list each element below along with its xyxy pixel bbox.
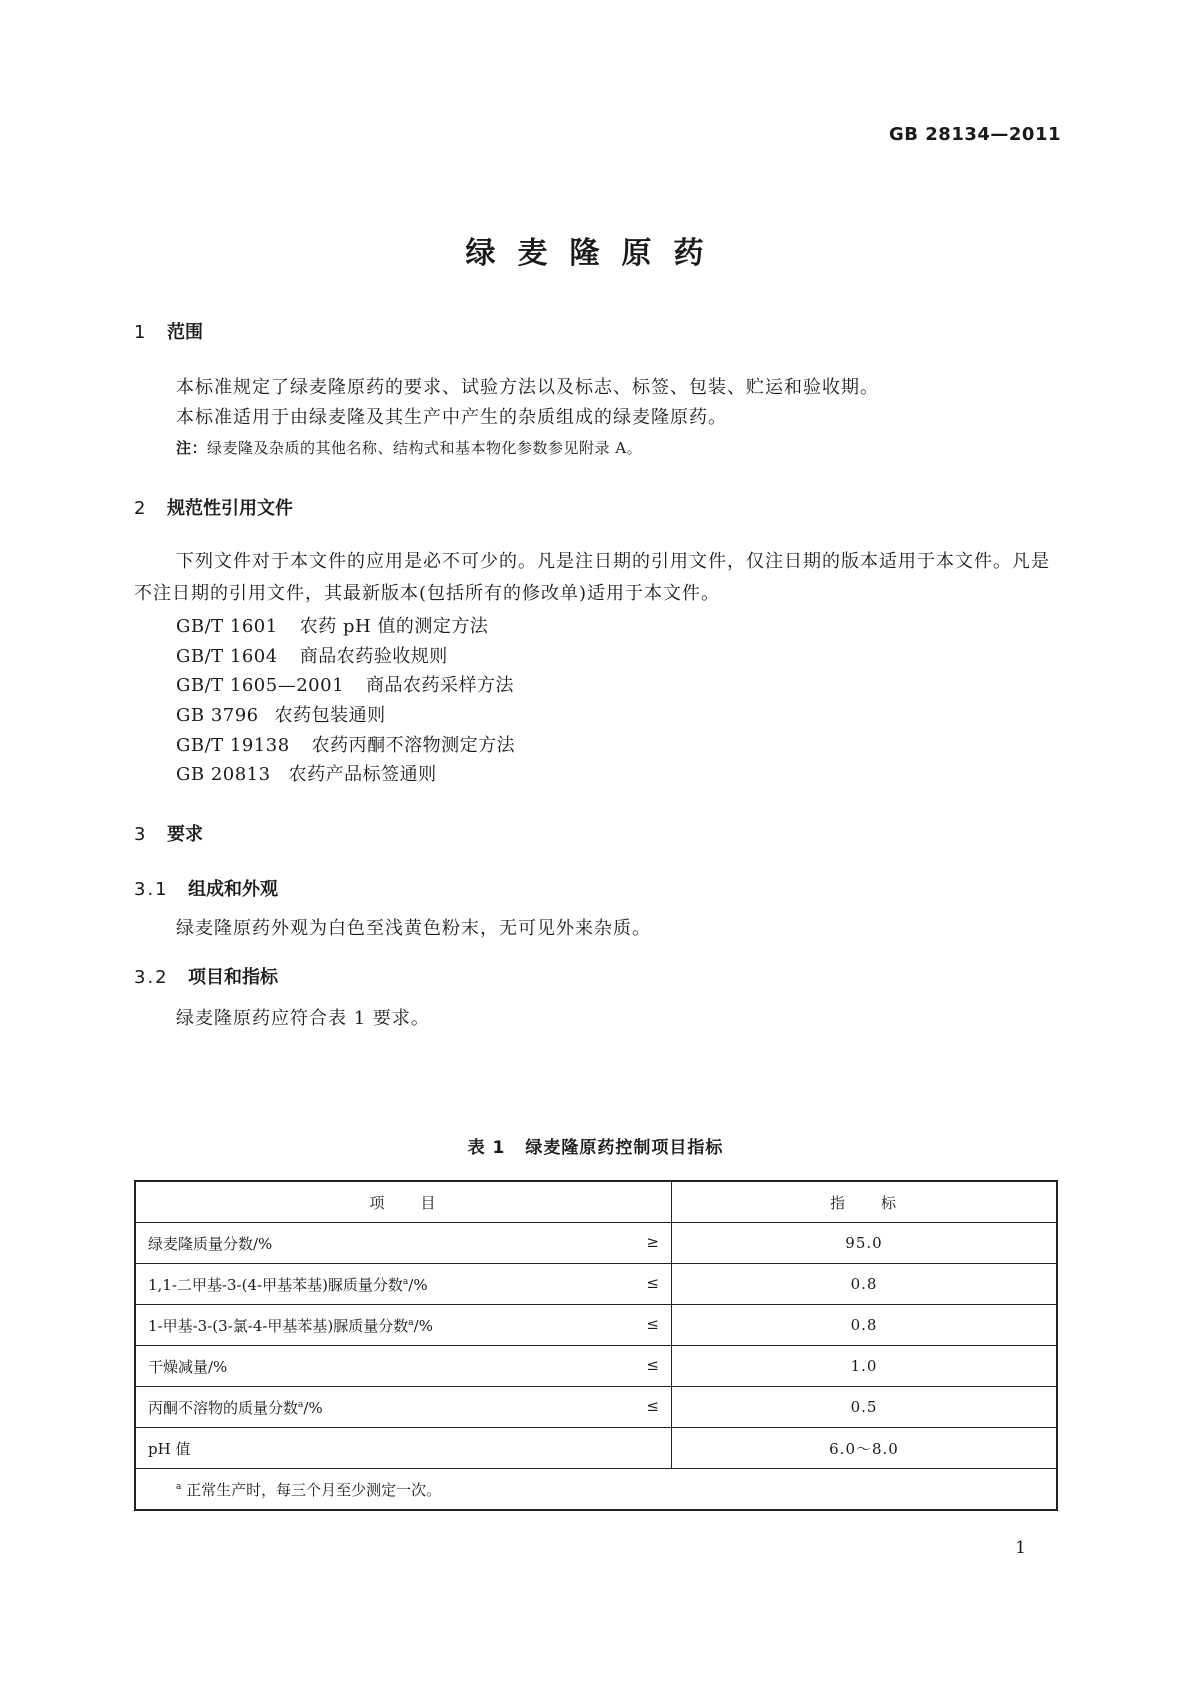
value-cell: 95.0 <box>672 1223 1058 1264</box>
column-header-value: 指 标 <box>672 1181 1058 1223</box>
reference-code: GB/T 1604 <box>176 646 278 667</box>
section-1-heading <box>134 318 203 344</box>
table-footnote-row <box>135 1469 1057 1511</box>
section-3-2-paragraph: 绿麦隆原药应符合表 1 要求。 <box>176 1008 430 1029</box>
item-label: 干燥减量/% <box>148 1357 228 1376</box>
section-3-2-heading <box>134 963 278 989</box>
standard-code: GB 28134—2011 <box>889 124 1061 145</box>
reference-name: 商品农药验收规则 <box>299 646 448 667</box>
reference-name: 农药产品标签通则 <box>288 764 437 785</box>
document-title: 绿麦隆原药 <box>465 236 726 271</box>
table-header-row <box>135 1181 1057 1223</box>
value-cell: 6.0～8.0 <box>672 1428 1058 1469</box>
table-row <box>135 1305 1057 1346</box>
footnote-mark: a <box>408 1317 414 1328</box>
comparison-symbol: ≤ <box>646 1274 659 1292</box>
section-number: 3 <box>134 824 146 845</box>
item-cell <box>135 1346 672 1387</box>
table-row <box>135 1264 1057 1305</box>
reference-name: 农药 pH 值的测定方法 <box>299 616 489 637</box>
item-unit: /% <box>303 1398 323 1417</box>
reference-code: GB/T 1605—2001 <box>176 675 345 696</box>
reference-code: GB/T 1601 <box>176 616 278 637</box>
table-row <box>135 1428 1057 1469</box>
footnote-mark: a <box>402 1276 409 1287</box>
item-cell <box>135 1223 672 1264</box>
reference-code: GB 3796 <box>176 705 259 726</box>
section-title: 项目和指标 <box>188 967 278 988</box>
item-cell <box>135 1387 672 1428</box>
section-1-paragraph-1: 本标准规定了绿麦隆原药的要求、试验方法以及标志、标签、包装、贮运和验收期。 <box>176 377 879 398</box>
reference-name: 农药丙酮不溶物测定方法 <box>311 735 516 756</box>
item-label: pH 值 <box>148 1439 191 1458</box>
item-label: 绿麦隆质量分数/% <box>148 1234 273 1253</box>
comparison-symbol: ≤ <box>646 1315 659 1333</box>
item-cell <box>135 1428 672 1469</box>
comparison-symbol: ≥ <box>646 1233 659 1251</box>
item-label: 1-甲基-3-(3-氯-4-甲基苯基)脲质量分数 <box>148 1316 409 1335</box>
section-3-1-heading <box>134 875 278 901</box>
footnote-mark: a <box>176 1481 182 1492</box>
section-1-paragraph-2: 本标准适用于由绿麦隆及其生产中产生的杂质组成的绿麦隆原药。 <box>176 407 727 428</box>
table-row <box>135 1223 1057 1264</box>
table-caption-number: 表 1 <box>467 1138 506 1158</box>
item-label: 丙酮不溶物的质量分数 <box>148 1398 299 1417</box>
value-cell: 0.5 <box>672 1387 1058 1428</box>
section-3-1-paragraph: 绿麦隆原药外观为白色至浅黄色粉末，无可见外来杂质。 <box>176 918 651 939</box>
item-cell <box>135 1305 672 1346</box>
table-footnote <box>135 1469 1057 1511</box>
section-2-heading <box>134 494 293 520</box>
section-number: 2 <box>134 498 146 519</box>
note-text: 绿麦隆及杂质的其他名称、结构式和基本物化参数参见附录 A。 <box>207 439 643 457</box>
section-2-paragraph-1: 下列文件对于本文件的应用是必不可少的。凡是注日期的引用文件，仅注日期的版本适用于本文件。凡是不注日期的引用文件，其最新版本(包括所有的修改单)适用于本文件。 <box>134 551 1050 604</box>
item-unit: /% <box>408 1275 428 1294</box>
reference-item <box>176 760 437 786</box>
comparison-symbol: ≤ <box>646 1397 659 1415</box>
section-number: 1 <box>134 322 146 343</box>
table-caption-text: 绿麦隆原药控制项目指标 <box>525 1138 724 1158</box>
footnote-mark: a <box>298 1399 304 1410</box>
section-title: 范围 <box>167 322 203 343</box>
section-title: 规范性引用文件 <box>167 498 293 519</box>
reference-name: 农药包装通则 <box>274 705 386 726</box>
section-title: 组成和外观 <box>188 879 278 900</box>
value-cell: 0.8 <box>672 1264 1058 1305</box>
section-number: 3.1 <box>134 879 169 900</box>
section-3-heading <box>134 820 203 846</box>
section-title: 要求 <box>167 824 203 845</box>
section-1-note <box>176 437 642 458</box>
reference-code: GB/T 19138 <box>176 735 290 756</box>
table-row <box>135 1346 1057 1387</box>
footnote-text: 正常生产时，每三个月至少测定一次。 <box>186 1480 442 1499</box>
reference-item <box>176 671 514 697</box>
item-unit: /% <box>413 1316 433 1335</box>
table-caption <box>0 1133 1191 1158</box>
spec-table <box>134 1180 1058 1511</box>
section-number: 3.2 <box>134 967 169 988</box>
reference-name: 商品农药采样方法 <box>366 675 515 696</box>
column-header-item: 项 目 <box>135 1181 672 1223</box>
note-label: 注： <box>176 439 208 457</box>
comparison-symbol: ≤ <box>646 1356 659 1374</box>
table-row <box>135 1387 1057 1428</box>
value-cell: 0.8 <box>672 1305 1058 1346</box>
reference-item <box>176 642 448 668</box>
item-cell <box>135 1264 672 1305</box>
reference-item <box>176 612 488 638</box>
reference-item <box>176 731 515 757</box>
reference-item <box>176 701 386 727</box>
value-cell: 1.0 <box>672 1346 1058 1387</box>
item-label: 1,1-二甲基-3-(4-甲基苯基)脲质量分数 <box>148 1275 403 1294</box>
page-number: 1 <box>1015 1538 1026 1558</box>
reference-code: GB 20813 <box>176 764 271 785</box>
